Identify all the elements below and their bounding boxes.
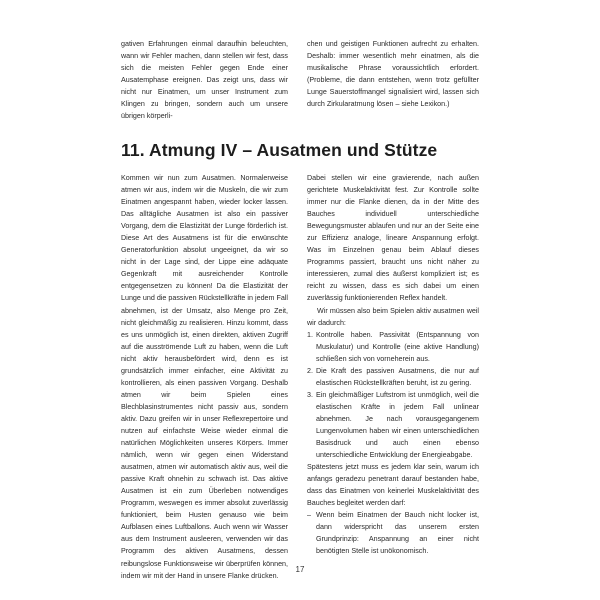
- right-lead-text: Wir müssen also beim Spielen aktiv ausatmen weil wir dadurch:: [307, 306, 479, 327]
- right-after-list-text: Spätestens jetzt muss es jedem klar sein, warum ich anfangs geradezu penetrant darauf bestanden habe, dass das Einatmen von keinerlei Muskelaktivität des Bauches begleitet werden darf:: [307, 463, 479, 508]
- dash-marker: –: [307, 511, 311, 520]
- dash-item-text: Wenn beim Einatmen der Bauch nicht locker ist, dann widerspricht das unserem ersten Grundprinzip: Anspannung an einer nicht benötigten Stelle ist unökonomisch.: [316, 511, 479, 556]
- right-intro-text: Dabei stellen wir eine gravierende, nach außen gerichtete Muskelaktivität fest. Zur Kontrolle sollte immer nur die Flanke dienen, da in der Mitte des Bauches individuell unterschiedliche Bewegungsmuster ablaufen und nur an der Seite eine zur Effizienz analoge, lineare Anspannung erfolgt. Was im Einzelnen genau beim Ablauf dieses Programms passiert, braucht uns nicht näher zu interessieren, zumal dies äußerst kompliziert ist; es reicht zu wissen, dass es sich dabei um einen zuverlässig funktionierenden Reflex handelt.: [307, 174, 479, 303]
- list-item-text: Kontrolle haben. Passivität (Entspannung von Muskulatur) und Kontrolle (eine aktive Handlung) schließen sich von vorneherein aus.: [316, 330, 479, 363]
- chapter-heading: 11. Atmung IV – Ausatmen und Stütze: [121, 140, 438, 160]
- list-number: 2.: [307, 366, 313, 375]
- left-column-text: Kommen wir nun zum Ausatmen. Normalerweise atmen wir aus, indem wir die Muskeln, die wir zum Einatmen angespannt haben, wieder locker lassen. Das alltägliche Ausatmen ist also ein passiver Vorgang, dem die Elastizität der Lunge förderlich ist. Diese Art des Ausatmens ist für die erwünschte Generatorfunktion absolut ungeeignet, da wir so nicht in der Lage sind, der Lippe eine adäquate Gegenkraft mit ausreichender Kontrolle entgegensetzen zu können! Da die Elastizität der Lunge und die passiven Rückstellkräfte in jedem Fall abnehmen, ist der Umsatz, also Menge pro Zeit, nicht gleichmäßig zu realisieren. Hinzu kommt, dass es uns unmöglich ist, einen direkten, aktiven Zugriff auf die ausströmende Luft zu haben, wenn die Luft nicht aktiv herausbefördert wird, denn es ist grundsätzlich immer einfacher, eine Aktivität zu kontrollieren, als einen passiven Vorgang. Deshalb atmen wir beim Spielen eines Blechblasinstrumentes nicht passiv aus, sondern aktiv. Dazu greifen wir in unser Reflexrepertoire und nutzen auf einfachste Weise wieder einmal die natürlichen Möglichkeiten unseres Körpers. Immer nämlich, wenn wir gegen einen Widerstand ausatmen, atmen wir automatisch aktiv aus, weil die passive Kraft ohnehin zu schwach ist. Das aktive Ausatmen ist ein zum Überleben notwendiges Programm, weswegen es immer absolut zuverlässig funktioniert, beim Husten genauso wie beim Aufblasen eines Luftballons. Auch wenn wir Wasser aus dem Instrument ausleeren, verwenden wir das Programm des aktiven Ausatmens, dessen reibungslose Funktionsweise wir überprüfen können, indem wir mit der Hand in unsere Flanke drücken.: [121, 174, 288, 580]
- list-number: 1.: [307, 330, 313, 339]
- list-number: 3.: [307, 390, 313, 399]
- list-item-text: Ein gleichmäßiger Luftstrom ist unmöglich, weil die elastischen Kräfte in jedem Fall unlinear abnehmen. Je nach vorausgegangenem Lungenvolumen haben wir einen unterschiedlichen Basisdruck und auch einen ebenso unterschiedliche Entwicklung der Energieabgabe.: [316, 390, 479, 460]
- list-item-text: Die Kraft des passiven Ausatmens, die nur auf elastischen Rückstellkräften beruht, ist zu gering.: [316, 366, 479, 387]
- top-right-text: chen und geistigen Funktionen aufrecht zu erhalten. Deshalb: immer wesentlich mehr einatmen, als die musikalische Phrase voraussichtlich erfordert. (Probleme, die dann entstehen, wenn trotz gefüllter Lunge Sauerstoffmangel signalisiert wird, lassen sich durch Zirkularatmung lösen – siehe Lexikon.): [307, 40, 479, 109]
- top-right-paragraph: [307, 38, 479, 110]
- right-column: [307, 172, 479, 558]
- list-item: [307, 365, 479, 389]
- top-left-text: gativen Erfahrungen einmal daraufhin beleuchten, wann wir Fehler machen, dann stellen wir fest, dass sich die meisten Fehler gegen Ende einer Ausatemphase ereignen. Das zeigt uns, dass wir nicht nur Einatmen, um unser Instrument zum Klingen zu bringen, sondern auch um unsere übrigen körperli-: [121, 40, 288, 121]
- top-left-paragraph: [121, 38, 288, 122]
- page-number: 17: [295, 565, 305, 574]
- list-item: [307, 389, 479, 461]
- left-column: [121, 172, 288, 582]
- dash-list-item: [307, 509, 479, 557]
- list-item: [307, 329, 479, 365]
- numbered-list: [307, 329, 479, 462]
